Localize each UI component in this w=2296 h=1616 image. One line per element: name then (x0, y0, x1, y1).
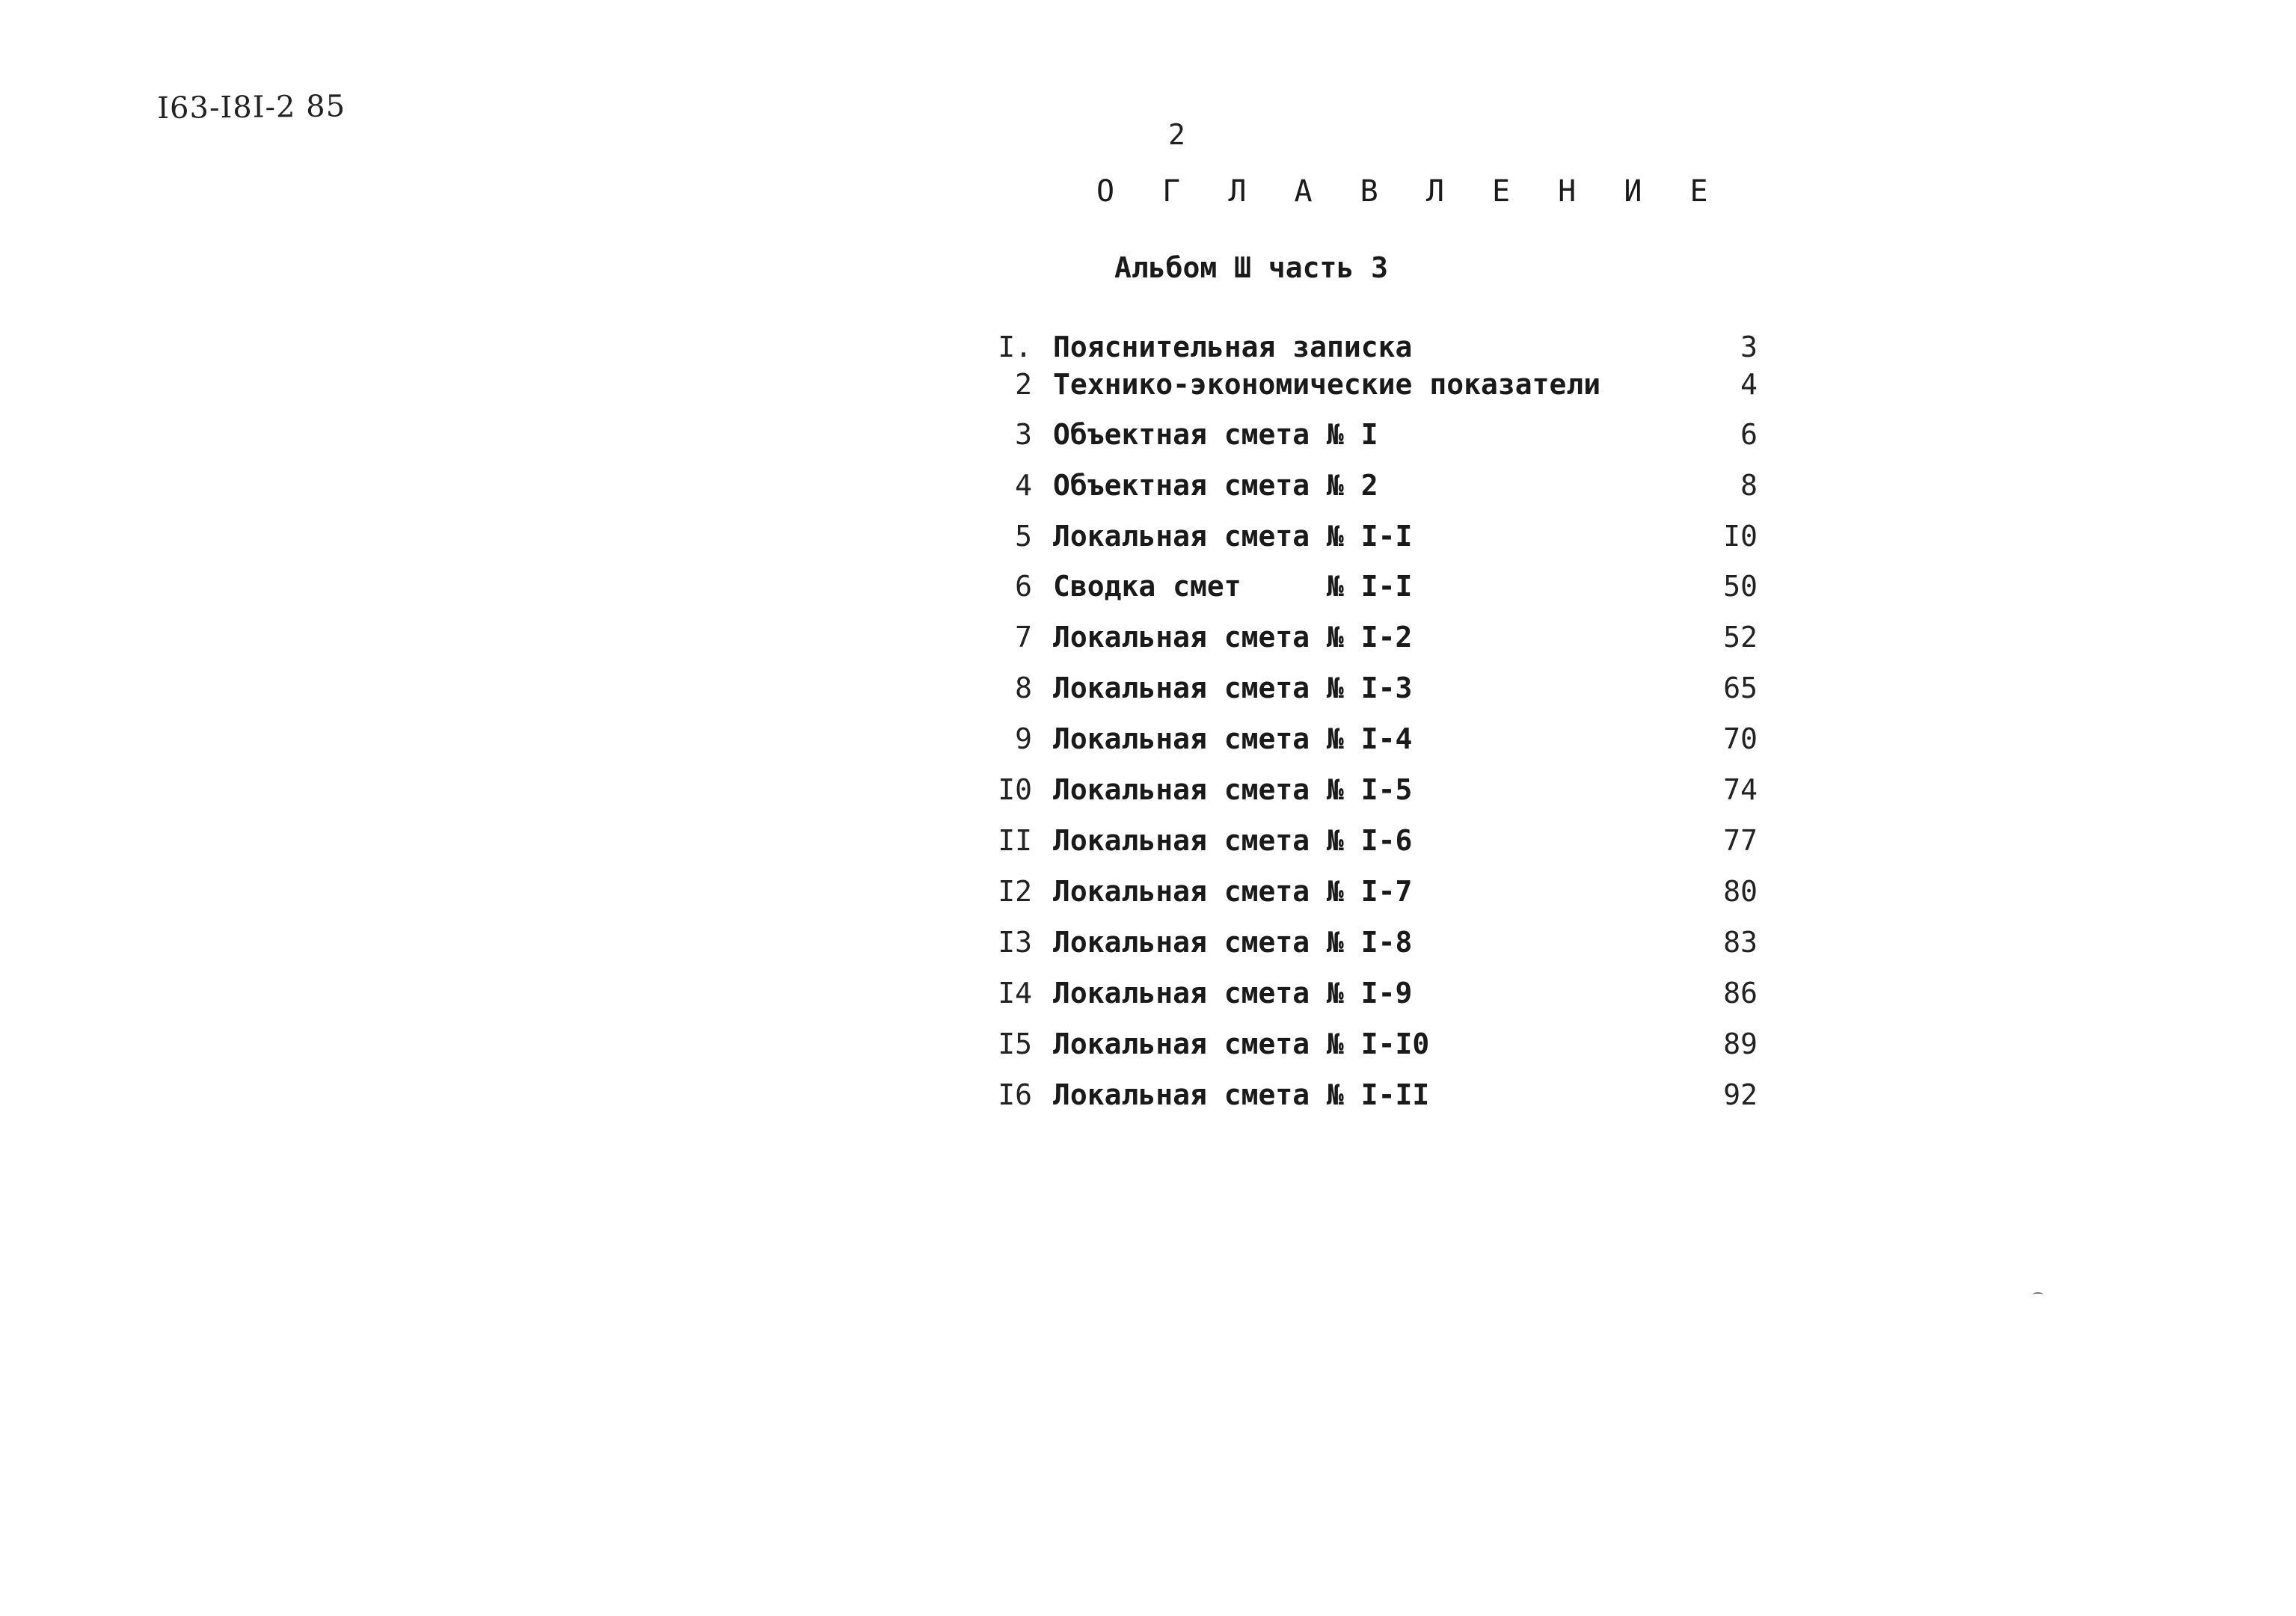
toc-entry-label: Локальная смета № I-8 (1053, 926, 1413, 959)
toc-entry (972, 873, 1758, 909)
toc-entry-label: Объектная смета № 2 (1053, 469, 1378, 502)
toc-entry-number: I0 (998, 773, 1032, 806)
toc-entry-page: 6 (1740, 418, 1758, 451)
toc-entry-page: 3 (1740, 331, 1758, 363)
toc-entry-label: Локальная смета № I-4 (1053, 722, 1413, 755)
toc-entry-page: 74 (1723, 773, 1758, 806)
toc-entry-label: Локальная смета № I-I (1053, 520, 1413, 553)
scan-speck (2033, 1292, 2043, 1297)
toc-entry-page: I0 (1723, 520, 1758, 553)
toc-entry (972, 924, 1758, 960)
toc-entry (972, 467, 1758, 503)
toc-entry-number: 9 (1015, 722, 1032, 755)
toc-entry-label: Локальная смета № I-9 (1053, 977, 1413, 1010)
toc-entry-page: 70 (1723, 722, 1758, 755)
toc-entry (972, 1026, 1758, 1062)
toc-entry-number: 4 (1015, 469, 1032, 502)
toc-entry-number: I6 (998, 1078, 1032, 1111)
toc-entry-number: I2 (998, 875, 1032, 908)
toc-entry-number: 7 (1015, 621, 1032, 654)
toc-entry-page: 4 (1740, 368, 1758, 401)
toc-entry-label: Локальная смета № I-2 (1053, 621, 1413, 654)
toc-entry-label: Локальная смета № I-7 (1053, 875, 1413, 908)
toc-entry-number: I3 (998, 926, 1032, 959)
toc-entry-page: 65 (1723, 672, 1758, 704)
toc-entry-page: 80 (1723, 875, 1758, 908)
toc-entry-label: Локальная смета № I-6 (1053, 824, 1413, 857)
toc-entry-label: Локальная смета № I-II (1053, 1078, 1430, 1111)
toc-entry (972, 670, 1758, 706)
toc-entry-page: 92 (1723, 1078, 1758, 1111)
toc-entry (972, 1077, 1758, 1113)
toc-entry-label: Сводка смет № I-I (1053, 570, 1413, 603)
toc-entry (972, 772, 1758, 808)
toc-entry-page: 86 (1723, 977, 1758, 1010)
toc-title: О Г Л А В Л Е Н И Е (1096, 174, 1723, 209)
toc-entry (972, 518, 1758, 554)
toc-entry-label: Объектная смета № I (1053, 418, 1378, 451)
toc-entry-page: 83 (1723, 926, 1758, 959)
toc-entry-label: Локальная смета № I-I0 (1053, 1027, 1430, 1060)
toc-entry-page: 8 (1740, 469, 1758, 502)
toc-entry (972, 568, 1758, 604)
toc-entry-number: II (998, 824, 1032, 857)
toc-entry-page: 50 (1723, 570, 1758, 603)
toc-entry-page: 52 (1723, 621, 1758, 654)
toc-entry-label: Локальная смета № I-5 (1053, 773, 1413, 806)
toc-entry (972, 619, 1758, 655)
toc-entry-number: 3 (1015, 418, 1032, 451)
toc-entry-number: I. (998, 331, 1032, 363)
toc-entry (972, 721, 1758, 757)
toc-entry-page: 77 (1723, 824, 1758, 857)
toc-entry-number: 2 (1015, 368, 1032, 401)
toc-entry-number: I4 (998, 977, 1032, 1010)
toc-entry-page: 89 (1723, 1027, 1758, 1060)
toc-entry-label: Технико-экономические показатели (1053, 368, 1601, 401)
document-code: I63-I8I-2 85 (157, 89, 346, 126)
toc-entry-number: 5 (1015, 520, 1032, 553)
toc-entry (972, 975, 1758, 1011)
toc-subtitle: Альбом Ш часть 3 (1114, 251, 1389, 284)
toc-entry-number: I5 (998, 1027, 1032, 1060)
toc-entry-label: Пояснительная записка (1053, 331, 1413, 363)
toc-entry-number: 6 (1015, 570, 1032, 603)
toc-entry (972, 366, 1758, 402)
toc-entry (972, 329, 1758, 365)
toc-entry-number: 8 (1015, 672, 1032, 704)
page-number: 2 (1168, 118, 1185, 151)
toc-entry (972, 417, 1758, 452)
toc-entry (972, 823, 1758, 858)
toc-entry-label: Локальная смета № I-3 (1053, 672, 1413, 704)
